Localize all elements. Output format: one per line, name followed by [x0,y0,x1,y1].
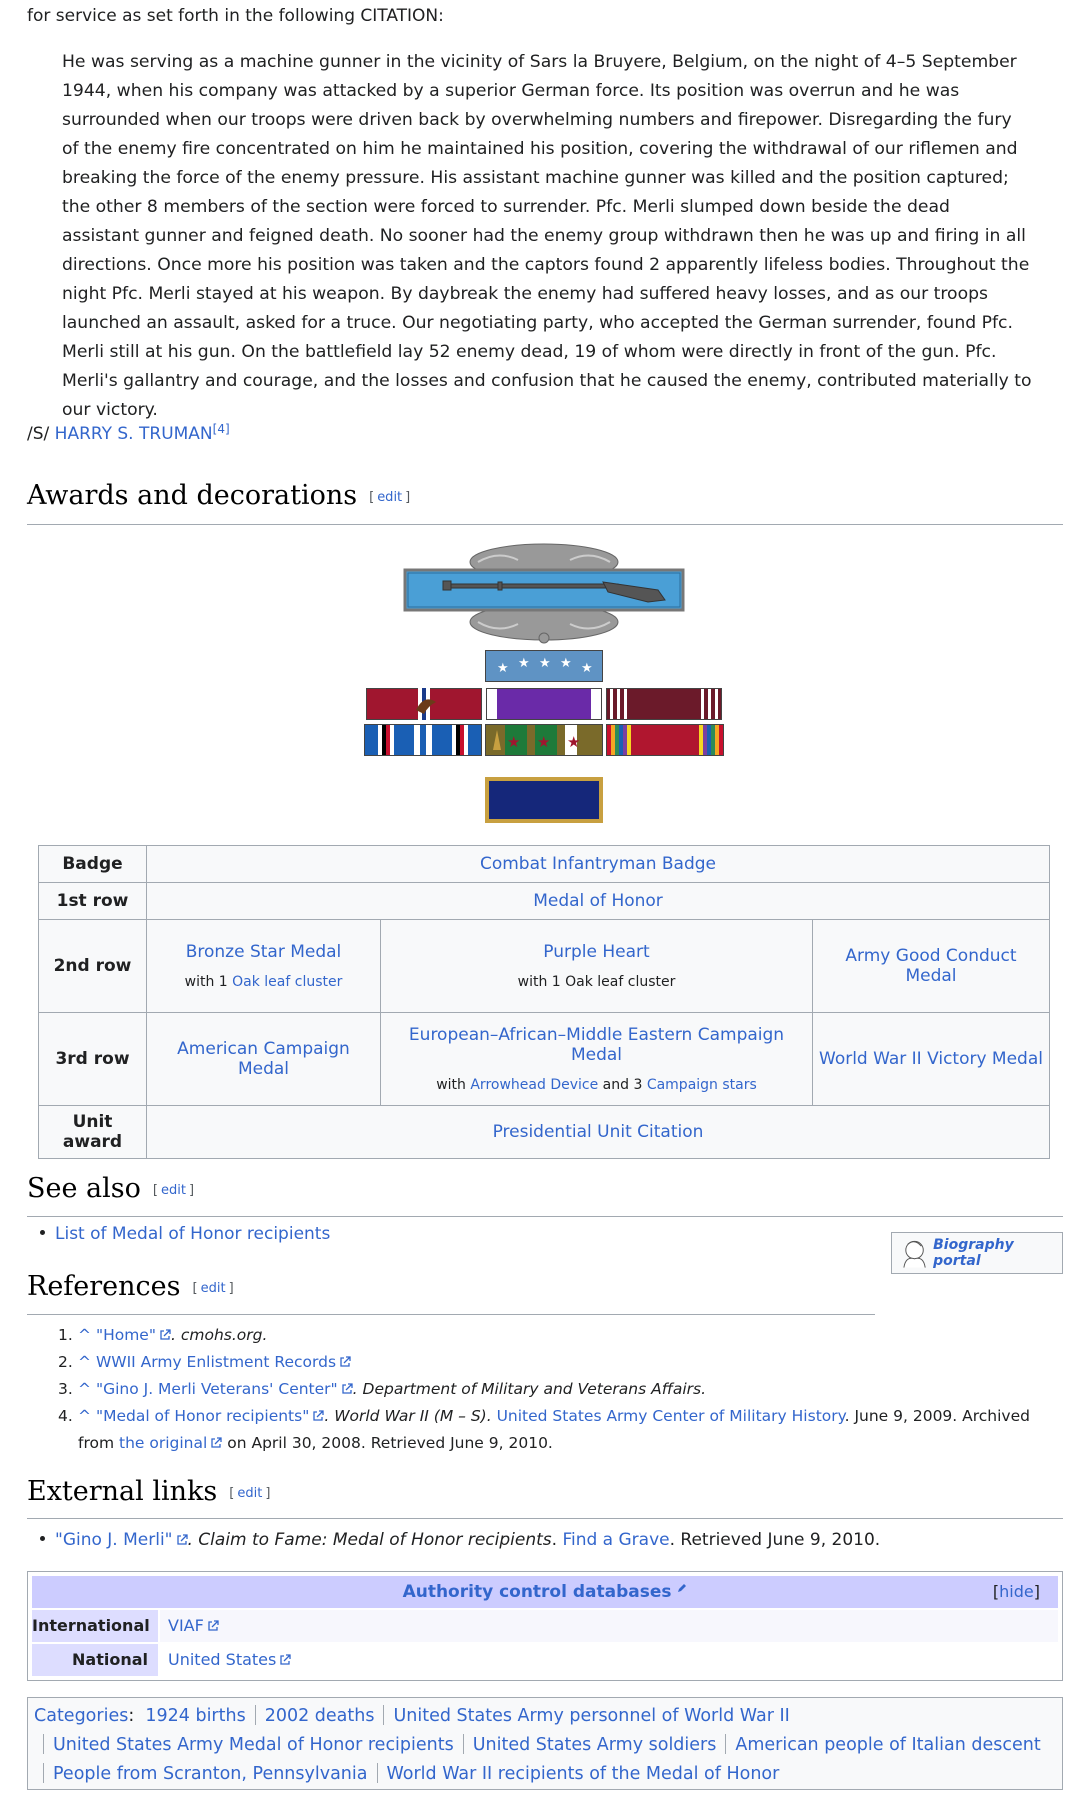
reference-list [58,1322,1048,1457]
categories-box: Categories: 1924 births 2002 deaths United States Army personnel of World War II United States Army Medal of Honor recipients United States Army soldiers American people of Italian descent People from Scranton, Pennsylvania World War II recipients of the Medal of Honor [27,1697,1063,1790]
ref-home-link[interactable]: "Home" [95,1326,156,1344]
ww2-victory-medal-link[interactable]: World War II Victory Medal [819,1049,1043,1069]
combat-infantryman-badge-link[interactable]: Combat Infantryman Badge [479,854,717,874]
awards-table [38,845,1050,1159]
svg-text:★: ★ [539,656,551,671]
army-history-center-link[interactable]: United States Army Center of Military History [496,1407,845,1425]
svg-text:★: ★ [581,661,593,676]
backref-caret[interactable]: ^ [78,1380,91,1398]
combat-infantryman-badge-icon [403,540,685,645]
purple-heart-link[interactable]: Purple Heart [543,942,650,962]
external-links-list: "Gino J. Merli" . Claim to Fame: Medal of Honor recipients. Find a Grave. Retrieved June 9, 2010. [40,1530,880,1550]
heading-rule [27,1314,875,1315]
viaf-link[interactable]: VIAF [168,1616,204,1635]
category-link[interactable]: People from Scranton, Pennsylvania [53,1764,368,1784]
external-link-icon [159,1329,171,1341]
row-label: 1st row [39,883,147,920]
ref-moh-recipients-link[interactable]: "Medal of Honor recipients" [95,1407,310,1425]
category-link[interactable]: World War II recipients of the Medal of Honor [386,1764,780,1784]
heading-rule [27,524,1063,525]
backref-caret[interactable]: ^ [78,1326,91,1344]
table-row-unit [39,1106,1050,1159]
heading-external-links: External links [ edit ] [27,1476,271,1507]
svg-text:★: ★ [497,661,509,676]
bullet-icon [40,1230,45,1235]
medal-of-honor-ribbon-icon [485,650,603,682]
row-label: Badge [39,846,147,883]
heading-awards: Awards and decorations [ edit ] [27,480,411,511]
category-link[interactable]: United States Army Medal of Honor recipients [53,1735,454,1755]
ribbon-rack [0,540,1085,830]
us-authority-link[interactable]: United States [168,1650,277,1669]
presidential-unit-citation-link[interactable]: Presidential Unit Citation [492,1122,704,1142]
eame-campaign-ribbon-icon [485,724,603,756]
backref-caret[interactable]: ^ [78,1353,91,1371]
archived-original-link[interactable]: the original [119,1434,208,1452]
arrowhead-device-link[interactable]: Arrowhead Device [470,1077,599,1093]
biography-portal-link[interactable]: Biography portal [933,1237,1014,1269]
edit-link-references[interactable]: edit [200,1281,226,1296]
category-link[interactable]: United States Army personnel of World War II [393,1706,790,1726]
svg-text:★: ★ [537,733,551,751]
authority-label: International [32,1610,158,1642]
authority-row [32,1644,1058,1676]
oak-leaf-cluster-link[interactable]: Oak leaf cluster [232,974,343,990]
table-row-2nd: 2nd row Bronze Star Medal with 1 Oak leaf cluster Purple Heart with 1 Oak leaf cluster Army Good Conduct Medal [39,920,1050,1013]
row-label: 3rd row [39,1013,147,1106]
external-link-icon [279,1654,291,1666]
truman-link[interactable]: HARRY S. TRUMAN [54,424,213,444]
svg-text:★: ★ [560,656,572,671]
svg-text:★: ★ [518,656,530,671]
biography-portal-box[interactable] [891,1232,1063,1274]
category-link[interactable]: United States Army soldiers [472,1735,717,1755]
ww2-victory-ribbon-icon [606,724,724,756]
eame-campaign-medal-link[interactable]: European–African–Middle Eastern Campaign Medal [408,1025,785,1065]
reference-item: 1. ^ "Home" . cmohs.org. [58,1326,268,1344]
external-link-icon [312,1410,324,1422]
external-link-icon [210,1437,222,1449]
heading-rule [27,1216,1063,1217]
external-link-icon [341,1383,353,1395]
authority-label: National [32,1644,158,1676]
good-conduct-ribbon-icon [606,688,722,720]
heading-rule [27,1518,1063,1519]
bullet-icon [40,1536,45,1541]
reference-item: 2. ^ WWII Army Enlistment Records [58,1349,1048,1376]
reference-item: 4. ^ "Medal of Honor recipients" . World War II (M – S). United States Army Center of Military History. June 9, 2009. Archived from the original on April 30, 2008. Retrieved June 9, 2010. [58,1407,1030,1452]
good-conduct-medal-link[interactable]: Army Good Conduct Medal [845,946,1017,986]
authority-row [32,1610,1058,1642]
purple-heart-ribbon-icon [486,688,602,720]
person-silhouette-icon [900,1238,927,1268]
external-link-icon [176,1534,188,1546]
reference-item: 3. ^ "Gino J. Merli Veterans' Center" . Department of Military and Veterans Affairs. [58,1380,707,1398]
medal-of-honor-link[interactable]: Medal of Honor [533,891,663,911]
table-row-3rd: 3rd row American Campaign Medal European–African–Middle Eastern Campaign Medal with Arrowhead Device and 3 Campaign stars World War II Victory Medal [39,1013,1050,1106]
authority-header [32,1576,1058,1608]
category-link[interactable]: 2002 deaths [264,1706,375,1726]
table-row-badge [39,846,1050,883]
category-link[interactable]: 1924 births [145,1706,246,1726]
american-campaign-ribbon-icon [364,724,482,756]
authority-control-link[interactable]: Authority control databases [402,1582,672,1602]
authority-control-box [27,1571,1063,1681]
edit-link-see-also[interactable]: edit [160,1183,186,1198]
external-link-icon [207,1620,219,1632]
ref-4-link[interactable]: [4] [212,422,230,436]
svg-text:★: ★ [507,733,521,751]
presidential-unit-citation-icon [485,777,603,823]
categories-link[interactable]: Categories [34,1706,129,1726]
american-campaign-medal-link[interactable]: American Campaign Medal [177,1039,350,1079]
row-label: 2nd row [39,920,147,1013]
heading-references: References [ edit ] [27,1271,234,1302]
backref-caret[interactable]: ^ [78,1407,91,1425]
signature [27,422,230,444]
citation-text: He was serving as a machine gunner in the vicinity of Sars la Bruyere, Belgium, on the night of 4–5 September 1944, when his company was attacked by a superior German force. Its position was overrun and he was surrounded when our troops were driven back by overwhelming numbers and firepower. Disregarding the fury of the enemy fire concentrated on him he maintained his position, covering the withdrawal of our riflemen and breaking the force of the enemy pressure. His assistant machine gunner was killed and the position captured; the other 8 members of the section were forced to surrender. Pfc. Merli slumped down beside the dead assistant gunner and feigned death. No sooner had the enemy group withdrawn then he was up and firing in all directions. Once more his position was taken and the captors found 2 apparently lifeless bodies. Throughout the night Pfc. Merli stayed at his weapon. By daybreak the enemy had suffered heavy losses, and as our troops launched an assault, asked for a truce. Our negotiating party, who accepted the German surrender, found Pfc. Merli still at his gun. On the battlefield lay 52 enemy dead, 19 of whom were directly in front of the gun. Pfc. Merli's gallantry and courage, and the losses and confusion that he caused the enemy, contributed materially to our victory. [62,52,1032,420]
ref-enlistment-link[interactable]: WWII Army Enlistment Records [95,1353,337,1371]
moh-recipients-list-link[interactable]: List of Medal of Honor recipients [55,1224,331,1244]
table-row-1st [39,883,1050,920]
signature-prefix: /S/ [27,424,50,444]
bronze-star-ribbon-icon [366,688,482,720]
external-link-icon [339,1356,351,1368]
hide-toggle[interactable]: [hide] [992,1582,1040,1601]
purple-heart-sub: with 1 Oak leaf cluster [517,974,676,990]
find-a-grave-link[interactable]: Find a Grave [562,1530,670,1550]
category-link[interactable]: American people of Italian descent [735,1735,1041,1755]
bronze-star-link[interactable]: Bronze Star Medal [185,942,342,962]
edit-link-awards[interactable]: edit [377,490,403,505]
ref-veterans-center-link[interactable]: "Gino J. Merli Veterans' Center" [95,1380,338,1398]
citation-intro: for service as set forth in the following CITATION: [27,6,444,26]
campaign-stars-link[interactable]: Campaign stars [646,1077,757,1093]
edit-link-external[interactable]: edit [237,1486,263,1501]
row-label: Unit award [39,1106,147,1159]
edit-section: [ edit ] [369,490,411,505]
svg-text:★: ★ [567,733,581,751]
pencil-edit-icon[interactable] [677,1583,687,1593]
see-also-list [40,1224,330,1244]
findagrave-merli-link[interactable]: "Gino J. Merli" [55,1530,173,1550]
heading-see-also: See also [ edit ] [27,1173,195,1204]
